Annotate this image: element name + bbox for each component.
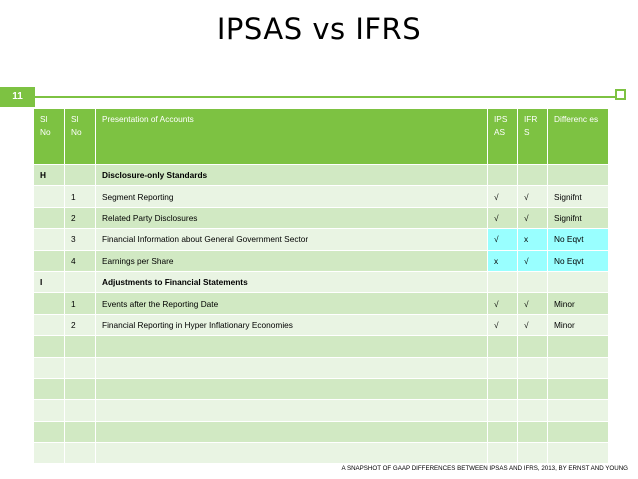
header-ipsas: IPS AS <box>488 109 518 165</box>
cell-ipsas <box>488 165 518 186</box>
cell-section <box>34 207 65 228</box>
header-sl-no: Sl No <box>34 109 65 165</box>
cell-section <box>34 314 65 335</box>
cell-section <box>34 293 65 314</box>
cell-section <box>34 357 65 378</box>
cell-ipsas: √ <box>488 229 518 250</box>
cell-description: Disclosure-only Standards <box>96 165 488 186</box>
cell-ipsas <box>488 443 518 464</box>
cell-description: Events after the Reporting Date <box>96 293 488 314</box>
cell-difference <box>548 400 609 421</box>
cell-ipsas <box>488 357 518 378</box>
cell-description <box>96 357 488 378</box>
cell-section <box>34 186 65 207</box>
header-differences: Differenc es <box>548 109 609 165</box>
cell-difference <box>548 443 609 464</box>
table-body <box>34 165 609 464</box>
cell-ipsas: √ <box>488 293 518 314</box>
cell-description <box>96 443 488 464</box>
cell-item-no: 2 <box>65 314 96 335</box>
cell-section: H <box>34 165 65 186</box>
cell-difference <box>548 357 609 378</box>
cell-item-no <box>65 400 96 421</box>
cell-item-no <box>65 165 96 186</box>
table-row <box>34 293 609 314</box>
cell-section <box>34 250 65 271</box>
header-divider <box>35 96 615 98</box>
divider-square-ornament <box>615 89 626 100</box>
cell-ipsas <box>488 400 518 421</box>
cell-item-no: 4 <box>65 250 96 271</box>
cell-ifrs <box>518 271 548 292</box>
cell-difference <box>548 421 609 442</box>
cell-item-no <box>65 357 96 378</box>
table-row <box>34 378 609 399</box>
cell-difference: No Eqvt <box>548 250 609 271</box>
cell-ifrs: √ <box>518 207 548 228</box>
cell-item-no <box>65 378 96 399</box>
cell-item-no: 1 <box>65 186 96 207</box>
table-row <box>34 443 609 464</box>
cell-section <box>34 421 65 442</box>
cell-ipsas <box>488 421 518 442</box>
cell-item-no <box>65 336 96 357</box>
header-presentation: Presentation of Accounts <box>96 109 488 165</box>
cell-difference: No Eqvt <box>548 229 609 250</box>
cell-section <box>34 229 65 250</box>
cell-ipsas <box>488 378 518 399</box>
cell-difference <box>548 165 609 186</box>
table-row <box>34 400 609 421</box>
cell-ifrs: √ <box>518 250 548 271</box>
header-sl-no-sub: Sl No <box>65 109 96 165</box>
cell-description: Earnings per Share <box>96 250 488 271</box>
cell-difference <box>548 378 609 399</box>
cell-section: I <box>34 271 65 292</box>
table-header-row <box>34 109 609 165</box>
cell-description: Adjustments to Financial Statements <box>96 271 488 292</box>
cell-section <box>34 336 65 357</box>
cell-ifrs <box>518 357 548 378</box>
cell-ifrs: √ <box>518 293 548 314</box>
cell-difference <box>548 336 609 357</box>
cell-ifrs <box>518 336 548 357</box>
cell-difference: Signifnt <box>548 186 609 207</box>
slide-number-badge: 11 <box>0 87 35 107</box>
cell-description <box>96 336 488 357</box>
cell-ifrs <box>518 378 548 399</box>
cell-ipsas <box>488 336 518 357</box>
comparison-table <box>33 108 609 464</box>
cell-description: Financial Reporting in Hyper Inflationary Economies <box>96 314 488 335</box>
cell-item-no <box>65 421 96 442</box>
cell-section <box>34 400 65 421</box>
cell-difference <box>548 271 609 292</box>
cell-difference: Minor <box>548 314 609 335</box>
cell-difference: Minor <box>548 293 609 314</box>
cell-item-no: 3 <box>65 229 96 250</box>
source-citation: A SNAPSHOT OF GAAP DIFFERENCES BETWEEN IPSAS AND IFRS, 2013, BY ERNST AND YOUNG <box>341 465 628 472</box>
cell-ifrs: x <box>518 229 548 250</box>
cell-ifrs <box>518 443 548 464</box>
cell-ipsas: √ <box>488 186 518 207</box>
cell-description: Related Party Disclosures <box>96 207 488 228</box>
table-row <box>34 336 609 357</box>
slide-title: IPSAS vs IFRS <box>216 12 422 46</box>
table-row <box>34 229 609 250</box>
cell-ipsas: √ <box>488 207 518 228</box>
cell-description <box>96 421 488 442</box>
table-row <box>34 421 609 442</box>
cell-ifrs <box>518 421 548 442</box>
cell-item-no: 2 <box>65 207 96 228</box>
table-row <box>34 357 609 378</box>
cell-ipsas: x <box>488 250 518 271</box>
header-ifrs: IFR S <box>518 109 548 165</box>
cell-item-no <box>65 271 96 292</box>
cell-description: Financial Information about General Government Sector <box>96 229 488 250</box>
table-row <box>34 186 609 207</box>
table-row <box>34 250 609 271</box>
cell-ipsas <box>488 271 518 292</box>
table-row <box>34 207 609 228</box>
table-row <box>34 271 609 292</box>
cell-difference: Signifnt <box>548 207 609 228</box>
table-row <box>34 165 609 186</box>
cell-description <box>96 400 488 421</box>
cell-ifrs: √ <box>518 186 548 207</box>
cell-description: Segment Reporting <box>96 186 488 207</box>
cell-item-no <box>65 443 96 464</box>
cell-ifrs: √ <box>518 314 548 335</box>
cell-ipsas: √ <box>488 314 518 335</box>
cell-ifrs <box>518 400 548 421</box>
cell-item-no: 1 <box>65 293 96 314</box>
cell-section <box>34 378 65 399</box>
cell-description <box>96 378 488 399</box>
table-row <box>34 314 609 335</box>
cell-section <box>34 443 65 464</box>
cell-ifrs <box>518 165 548 186</box>
